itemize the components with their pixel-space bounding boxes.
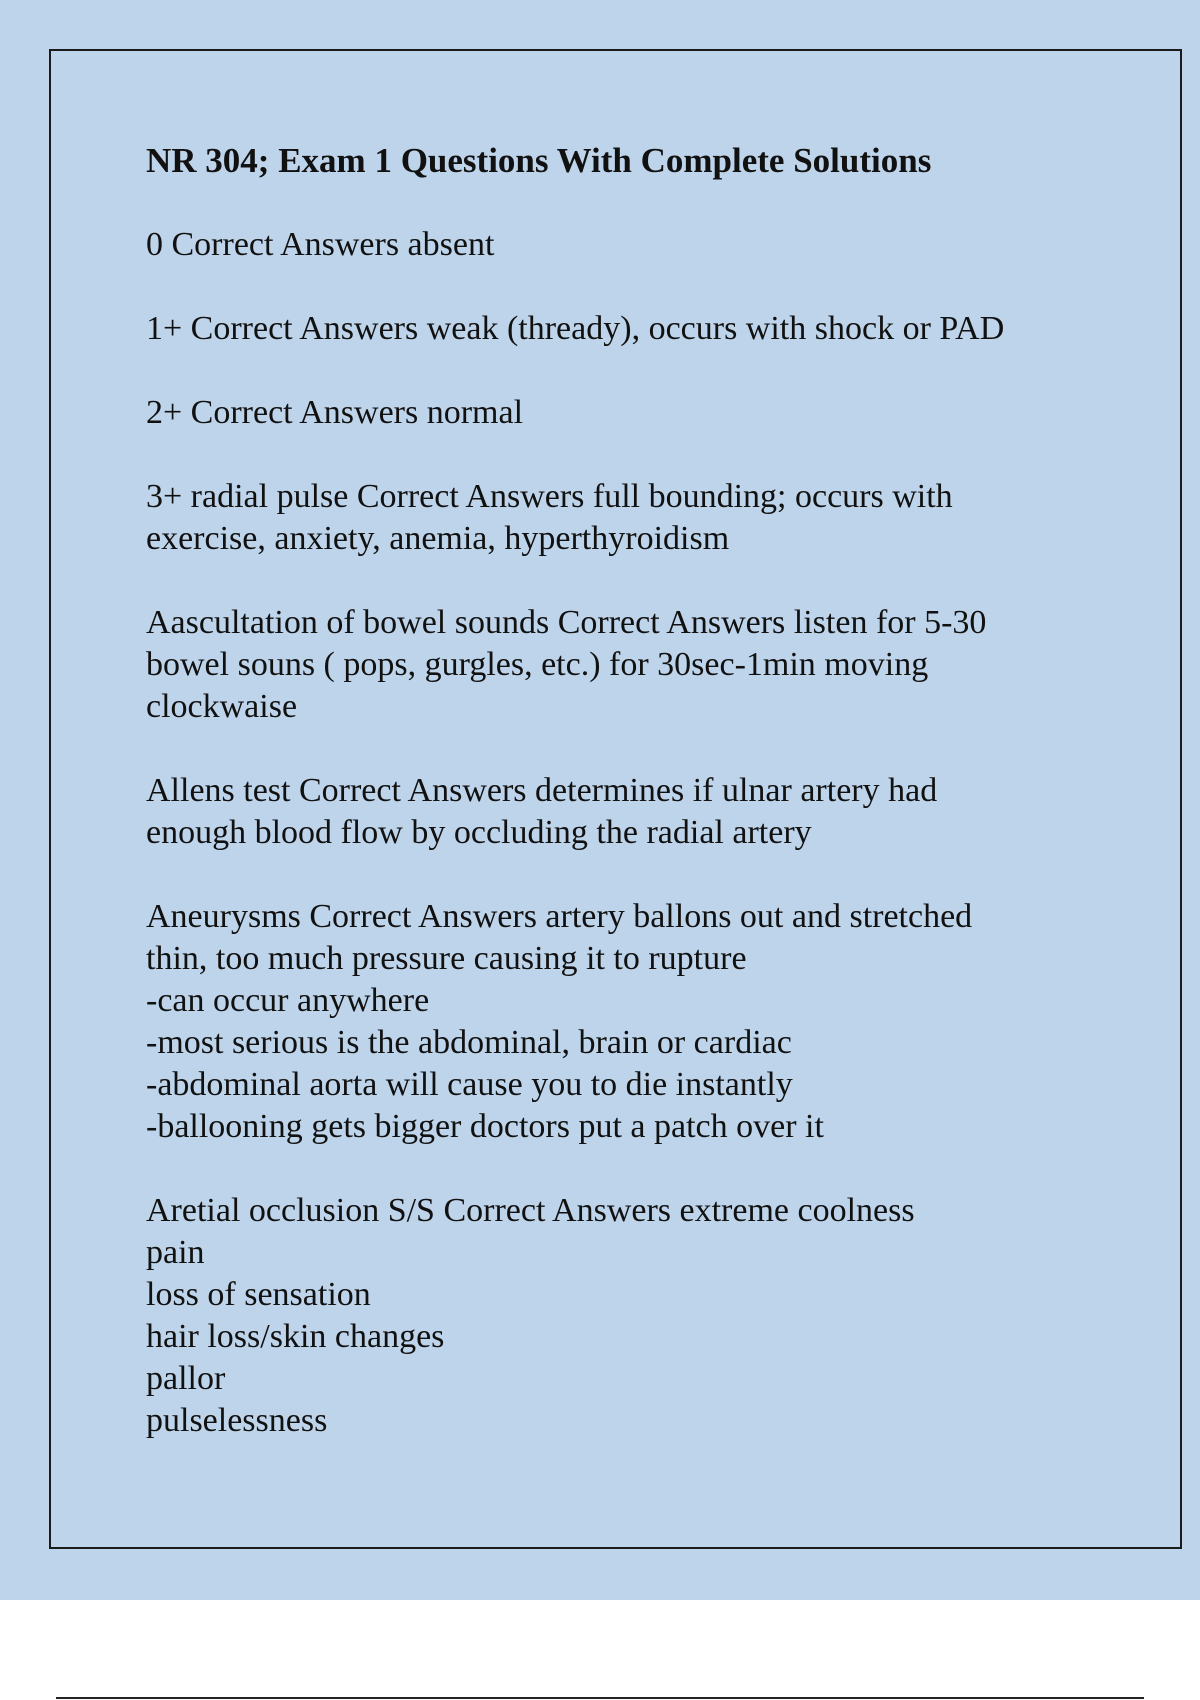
qa-entry: Allens test Correct Answers determines if ulnar artery had enough blood flow by occluding the radial artery	[146, 772, 938, 851]
qa-entry: 1+ Correct Answers weak (thready), occurs with shock or PAD	[146, 310, 1005, 347]
qa-entry: Aascultation of bowel sounds Correct Answers listen for 5-30 bowel souns ( pops, gurgles, etc.) for 30sec-1min moving clockwaise	[146, 604, 987, 725]
document-body	[146, 140, 1106, 1484]
document-title: NR 304; Exam 1 Questions With Complete Solutions	[146, 141, 932, 180]
footer-divider	[56, 1697, 1144, 1699]
qa-entry: 3+ radial pulse Correct Answers full bounding; occurs with exercise, anxiety, anemia, hyperthyroidism	[146, 478, 953, 557]
qa-entry: Aneurysms Correct Answers artery ballons out and stretched thin, too much pressure causing it to rupture -can occur anywhere -most serious is the abdominal, brain or cardiac -abdominal aorta will cause you to die instantly -ballooning gets bigger doctors put a patch over it	[146, 898, 973, 1145]
qa-entry: 2+ Correct Answers normal	[146, 394, 524, 431]
qa-entry: 0 Correct Answers absent	[146, 226, 495, 263]
qa-entry: Aretial occlusion S/S Correct Answers extreme coolness pain loss of sensation hair loss/skin changes pallor pulselessness	[146, 1192, 915, 1439]
